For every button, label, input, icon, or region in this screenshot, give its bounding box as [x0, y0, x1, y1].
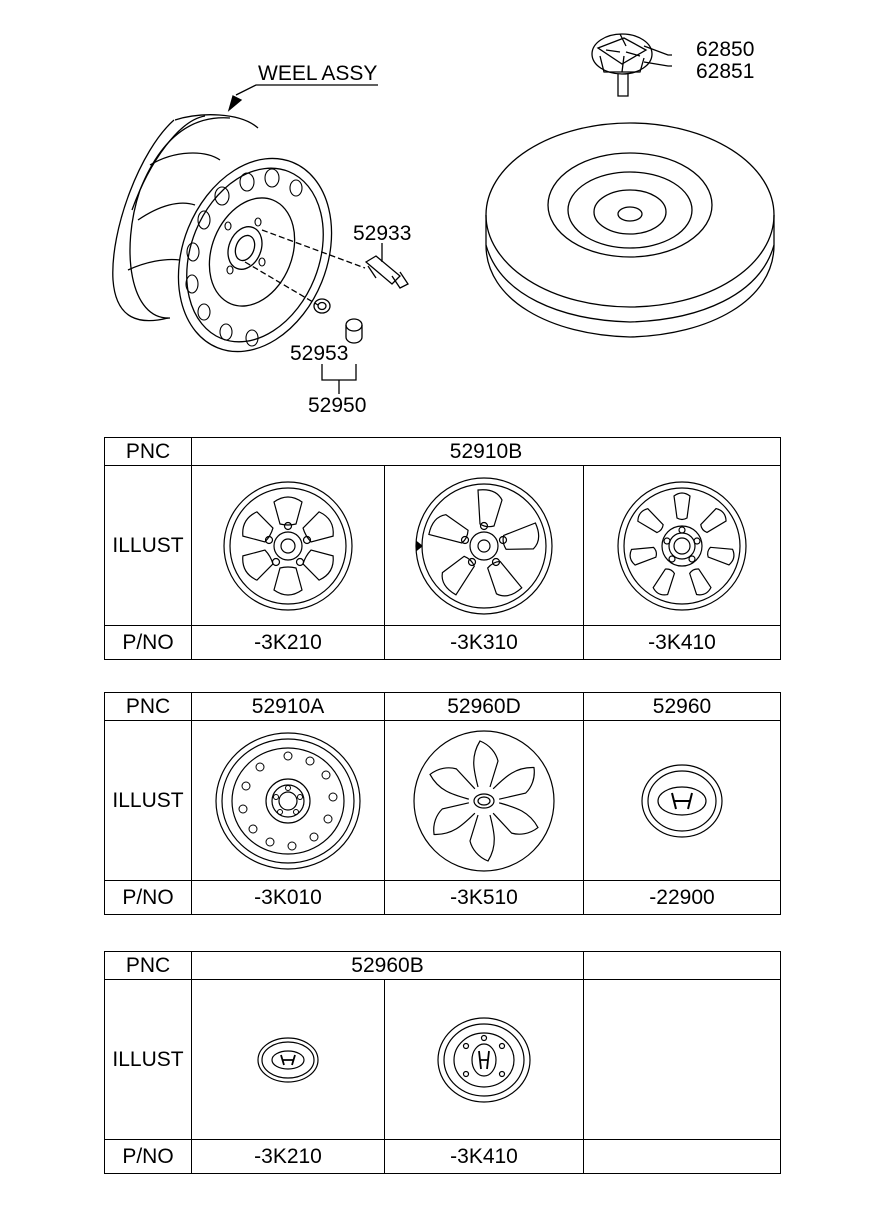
illust-cell — [584, 466, 781, 626]
pnc-value: 52910B — [192, 438, 781, 466]
illust-cell — [192, 721, 385, 881]
valve-stem-drawing — [366, 243, 408, 288]
callout-52950: 52950 — [308, 394, 367, 417]
callout-52933: 52933 — [353, 222, 412, 245]
pnc-value — [584, 952, 781, 980]
illust-cell — [385, 980, 584, 1140]
nut-drawing — [314, 299, 330, 313]
pnc-value: 52910A — [192, 693, 385, 721]
illust-label: ILLUST — [105, 721, 192, 881]
illust-cell-empty — [584, 980, 781, 1140]
illust-cell — [584, 721, 781, 881]
hub-cap-emblem-illustration — [637, 761, 727, 841]
pnc-value: 52960B — [192, 952, 584, 980]
alloy-wheel-5-spoke-illustration — [411, 473, 557, 619]
parts-table-1 — [104, 437, 781, 660]
pno-value: -3K010 — [192, 881, 385, 915]
pno-value: -3K210 — [192, 626, 385, 660]
pno-value: -3K510 — [385, 881, 584, 915]
pno-value: -3K210 — [192, 1140, 385, 1174]
steel-wheel-illustration — [213, 730, 363, 872]
pno-value — [584, 1140, 781, 1174]
pno-label: P/NO — [105, 1140, 192, 1174]
callout-62851: 62851 — [696, 60, 755, 83]
spare-lock-drawing — [592, 34, 672, 96]
parts-table-3 — [104, 951, 781, 1174]
illust-cell — [192, 466, 385, 626]
callout-wheel-assy: WEEL ASSY — [258, 62, 378, 85]
pnc-value: 52960D — [385, 693, 584, 721]
pno-value: -3K410 — [584, 626, 781, 660]
center-cap-large-illustration — [434, 1014, 534, 1106]
callout-62850: 62850 — [696, 38, 755, 61]
alloy-wheel-6-spoke-illustration — [218, 476, 358, 616]
pno-value: -3K310 — [385, 626, 584, 660]
alloy-wheel-7-spoke-illustration — [614, 478, 750, 614]
pnc-label: PNC — [105, 952, 192, 980]
illust-label: ILLUST — [105, 980, 192, 1140]
pnc-label: PNC — [105, 693, 192, 721]
pnc-value: 52960 — [584, 693, 781, 721]
illust-cell — [192, 980, 385, 1140]
pno-value: -3K410 — [385, 1140, 584, 1174]
illust-cell — [385, 466, 584, 626]
pno-value: -22900 — [584, 881, 781, 915]
illust-label: ILLUST — [105, 466, 192, 626]
center-cap-small-illustration — [253, 1033, 323, 1087]
pno-label: P/NO — [105, 881, 192, 915]
wheel-assy-leader — [229, 85, 378, 110]
valve-cap-drawing — [346, 319, 362, 343]
callout-52953: 52953 — [290, 342, 349, 365]
wheel-cover-illustration — [410, 727, 558, 875]
parts-table-2 — [104, 692, 781, 915]
pno-label: P/NO — [105, 626, 192, 660]
pnc-label: PNC — [105, 438, 192, 466]
spare-tire-drawing — [486, 123, 774, 337]
steel-wheel-drawing — [113, 115, 365, 375]
illust-cell — [385, 721, 584, 881]
